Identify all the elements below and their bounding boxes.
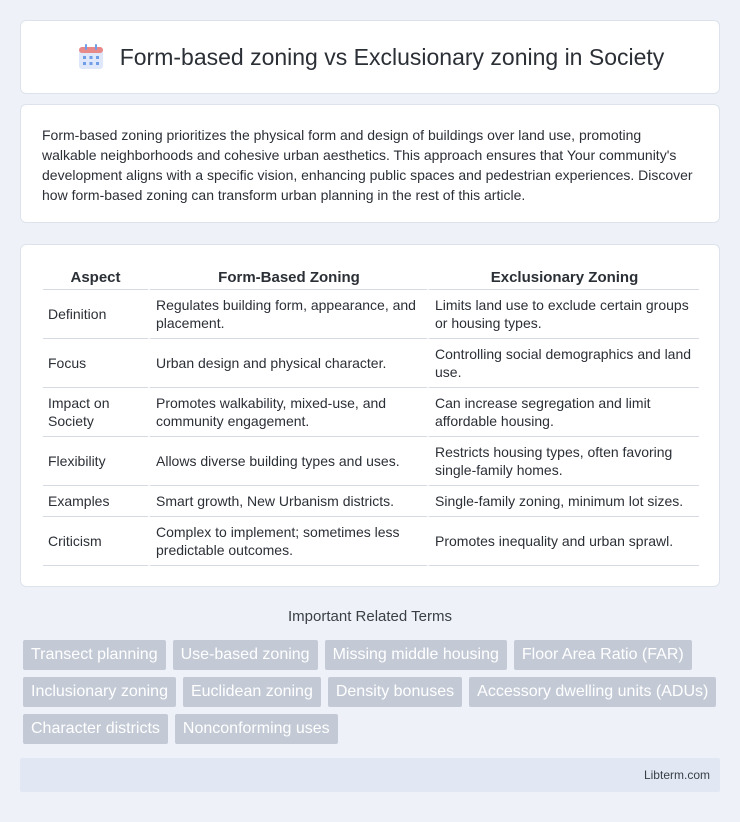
table-row bbox=[43, 437, 699, 486]
cell-aspect: Examples bbox=[43, 486, 148, 517]
footer bbox=[20, 758, 720, 792]
tag-character-districts[interactable]: Character districts bbox=[23, 714, 168, 744]
cell-exclusionary: Restricts housing types, often favoring single-family homes. bbox=[427, 437, 699, 486]
table-header-row bbox=[43, 265, 699, 290]
related-terms-tags bbox=[23, 640, 723, 751]
table-row bbox=[43, 290, 699, 339]
comparison-table bbox=[43, 265, 699, 566]
tag-inclusionary-zoning[interactable]: Inclusionary zoning bbox=[23, 677, 176, 707]
header-aspect: Aspect bbox=[43, 265, 148, 290]
cell-exclusionary: Single-family zoning, minimum lot sizes. bbox=[427, 486, 699, 517]
cell-aspect: Impact on Society bbox=[43, 388, 148, 437]
tag-row bbox=[23, 677, 723, 707]
tag-accessory-dwelling-units[interactable]: Accessory dwelling units (ADUs) bbox=[469, 677, 716, 707]
cell-form-based: Allows diverse building types and uses. bbox=[148, 437, 427, 486]
calendar-grid-icon bbox=[76, 42, 106, 72]
table-row bbox=[43, 388, 699, 437]
cell-aspect: Focus bbox=[43, 339, 148, 388]
cell-aspect: Criticism bbox=[43, 517, 148, 566]
cell-aspect: Definition bbox=[43, 290, 148, 339]
tag-row bbox=[23, 714, 723, 744]
cell-exclusionary: Can increase segregation and limit affordable housing. bbox=[427, 388, 699, 437]
cell-exclusionary: Controlling social demographics and land use. bbox=[427, 339, 699, 388]
footer-brand[interactable]: Libterm.com bbox=[643, 768, 710, 782]
table-row bbox=[43, 486, 699, 517]
header-exclusionary: Exclusionary Zoning bbox=[427, 265, 699, 290]
cell-form-based: Regulates building form, appearance, and placement. bbox=[148, 290, 427, 339]
header-form-based: Form-Based Zoning bbox=[148, 265, 427, 290]
intro-card bbox=[20, 104, 720, 223]
cell-form-based: Complex to implement; sometimes less predictable outcomes. bbox=[148, 517, 427, 566]
cell-form-based: Urban design and physical character. bbox=[148, 339, 427, 388]
cell-exclusionary: Limits land use to exclude certain groups or housing types. bbox=[427, 290, 699, 339]
tag-missing-middle-housing[interactable]: Missing middle housing bbox=[325, 640, 507, 670]
comparison-table-card bbox=[20, 244, 720, 587]
tag-euclidean-zoning[interactable]: Euclidean zoning bbox=[183, 677, 321, 707]
page-title: Form-based zoning vs Exclusionary zoning in Society bbox=[119, 43, 665, 70]
tag-row bbox=[23, 640, 723, 670]
tag-use-based-zoning[interactable]: Use-based zoning bbox=[173, 640, 318, 670]
tag-transect-planning[interactable]: Transect planning bbox=[23, 640, 166, 670]
cell-form-based: Promotes walkability, mixed-use, and community engagement. bbox=[148, 388, 427, 437]
related-terms-title: Important Related Terms bbox=[288, 608, 452, 625]
intro-text: Form-based zoning prioritizes the physical form and design of buildings over land use, promoting walkable neighborhoods and cohesive urban aesthetics. This approach ensures that Your community's development aligns with a specific vision, enhancing public spaces and pedestrian experiences. Discover how form-based zoning can transform urban planning in the rest of this article. bbox=[42, 127, 693, 203]
tag-floor-area-ratio[interactable]: Floor Area Ratio (FAR) bbox=[514, 640, 692, 670]
tag-nonconforming-uses[interactable]: Nonconforming uses bbox=[175, 714, 338, 744]
cell-aspect: Flexibility bbox=[43, 437, 148, 486]
title-card bbox=[20, 20, 720, 94]
table-row bbox=[43, 339, 699, 388]
cell-form-based: Smart growth, New Urbanism districts. bbox=[148, 486, 427, 517]
table-row bbox=[43, 517, 699, 566]
cell-exclusionary: Promotes inequality and urban sprawl. bbox=[427, 517, 699, 566]
tag-density-bonuses[interactable]: Density bonuses bbox=[328, 677, 462, 707]
